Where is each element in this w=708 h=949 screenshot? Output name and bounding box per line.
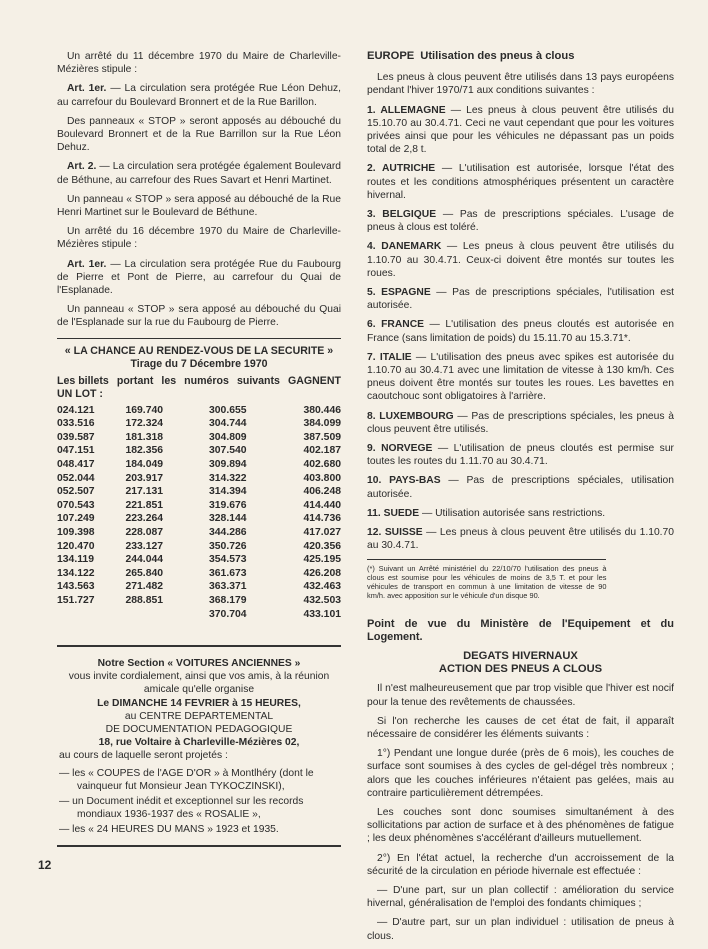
section-title-region: EUROPE xyxy=(367,50,415,62)
list-item: — les « COUPES de l'AGE D'OR » à Montlhéry (dont le vainqueur fut Monsieur Jean TYKOCZINSKI), xyxy=(59,767,314,792)
decree-paragraph: Un arrêté du 16 décembre 1970 du Maire de Charleville-Mézières stipule : xyxy=(57,226,341,251)
country-list xyxy=(367,104,674,553)
section-divider xyxy=(57,338,341,339)
table-row xyxy=(57,526,341,540)
country-rule: — Utilisation autorisée sans restrictions. xyxy=(419,507,606,519)
ticket-number: 151.727 xyxy=(57,594,95,606)
country-name: 10. PAYS-BAS xyxy=(367,475,441,487)
body-paragraph: Il n'est malheureusement que par trop visible que l'hiver est nocif pour la tenue des revêtements de chaussées. xyxy=(367,683,674,708)
ticket-number: 172.324 xyxy=(125,418,164,430)
table-row xyxy=(57,485,341,499)
ticket-number: 228.087 xyxy=(125,527,164,538)
ticket-number xyxy=(57,607,119,621)
section-title-topic: Utilisation des pneus à clous xyxy=(420,50,575,62)
lottery-header-word: suivants xyxy=(236,375,280,388)
ticket-number: 265.840 xyxy=(125,567,164,579)
lottery-section xyxy=(57,345,341,621)
country-entry xyxy=(367,442,674,468)
right-column xyxy=(367,50,674,949)
country-entry xyxy=(367,162,674,202)
ticket-number: 368.179 xyxy=(208,594,247,606)
ticket-number: 420.356 xyxy=(303,540,341,552)
table-row xyxy=(57,403,341,417)
country-entry xyxy=(367,240,674,280)
table-row xyxy=(57,580,341,594)
article-label: Art. 1er. xyxy=(67,83,107,95)
ticket-number: 426.208 xyxy=(303,567,341,579)
lottery-title: « LA CHANCE AU RENDEZ-VOUS DE LA SECURITE » xyxy=(64,344,334,357)
country-name: 12. SUISSE xyxy=(367,527,423,539)
notice-program-list xyxy=(59,767,339,837)
notice-program-intro: au cours de laquelle seront projetés : xyxy=(59,750,228,762)
ticket-number xyxy=(119,607,199,621)
notice-date: Le DIMANCHE 14 FEVRIER à 15 HEURES, xyxy=(97,697,301,709)
table-row xyxy=(57,471,341,485)
article-text: — La circulation sera protégée Rue du Faubourg de Pierre et Pont de Pierre, au carrefour du Quai de l'Esplanade. xyxy=(57,258,341,297)
ticket-number: 184.049 xyxy=(125,459,164,471)
table-row xyxy=(57,431,341,445)
country-name: 2. AUTRICHE xyxy=(367,163,436,175)
country-name: 5. ESPAGNE xyxy=(367,287,431,299)
table-row xyxy=(57,567,341,581)
ticket-number: 300.655 xyxy=(208,404,247,416)
ticket-number: 271.482 xyxy=(125,581,164,593)
country-rule: — Pas de prescriptions spéciales, l'utilisation est autorisée. xyxy=(367,287,674,312)
country-rule: — Les pneus à clous peuvent être utilisés du 1.10.70 au 30.4.71. xyxy=(367,527,674,552)
lottery-header-word: Les billets xyxy=(57,375,109,388)
ticket-number: 414.736 xyxy=(303,513,341,525)
article-label: Art. 1er. xyxy=(67,258,107,270)
article-paragraph xyxy=(57,82,341,108)
list-item: — les « 24 HEURES DU MANS » 1923 et 1935. xyxy=(59,824,279,836)
country-entry xyxy=(367,526,674,552)
country-rule: — Les pneus à clous peuvent être utilisés du 15.10.70 au 30.4.71. Ceci ne vaut cependant que pour les voitures privées ainsi que pour les véhicules ne dépassant pas un poids total de 2,8 t. xyxy=(367,104,674,156)
lottery-header-word: GAGNENT xyxy=(288,375,341,388)
ticket-number: 328.144 xyxy=(208,513,247,525)
ticket-number: 039.587 xyxy=(57,431,95,443)
ticket-number: 181.318 xyxy=(125,431,164,443)
country-entry xyxy=(367,208,674,234)
ticket-number: 314.322 xyxy=(208,472,247,484)
ticket-number: 432.463 xyxy=(303,581,341,593)
notice-venue: DE DOCUMENTATION PEDAGOGIQUE xyxy=(105,723,293,735)
country-rule: — L'utilisation des pneus cloutés est autorisée en France (sans limitation de poids) du 15.11.70 au 15.3.71*. xyxy=(367,319,674,344)
ticket-number: 344.286 xyxy=(208,527,247,538)
ticket-number: 304.809 xyxy=(208,431,247,443)
ticket-number: 304.744 xyxy=(208,418,247,430)
country-entry xyxy=(367,351,674,404)
ticket-number: 433.101 xyxy=(303,608,341,620)
section-title xyxy=(367,50,674,63)
table-row xyxy=(57,417,341,431)
ticket-number: 203.917 xyxy=(125,472,164,484)
ticket-number: 309.894 xyxy=(208,459,247,471)
table-row xyxy=(57,499,341,513)
country-rule: — Pas de prescriptions spéciales, utilisation autorisée. xyxy=(367,475,674,500)
body-paragraph: 2°) En l'état actuel, la recherche d'un accroissement de la sécurité de la circulation en période hivernale est effectuée : xyxy=(367,852,674,877)
ticket-number: 052.044 xyxy=(57,472,95,484)
table-row xyxy=(57,539,341,553)
country-name: 7. ITALIE xyxy=(367,351,412,363)
notice-venue: au CENTRE DEPARTEMENTAL xyxy=(124,710,274,722)
country-rule: — L'utilisation est autorisée, lorsque l'état des routes et les conditions atmosphériques présentent un caractère hivernal. xyxy=(367,163,675,201)
ticket-number: 217.131 xyxy=(125,486,164,498)
table-row xyxy=(57,607,341,621)
vintage-cars-notice xyxy=(57,645,341,847)
ticket-number: 363.371 xyxy=(208,581,247,593)
stop-paragraph: Un panneau « STOP » sera apposé au débouché du Quai de l'Esplanade sur la rue du Faubourg de Pierre. xyxy=(57,304,341,329)
ticket-number: 109.398 xyxy=(57,527,95,538)
country-rule: — L'utilisation de pneus cloutés est permise sur toutes les routes du 1.11.70 au 30.4.71. xyxy=(367,443,674,468)
body-paragraph: — D'autre part, sur un plan individuel : utilisation de pneus à clous. xyxy=(367,917,674,942)
ticket-number: 370.704 xyxy=(208,608,247,620)
ticket-number: 414.440 xyxy=(303,499,341,511)
ticket-number: 432.503 xyxy=(303,594,341,606)
ticket-number: 120.470 xyxy=(57,540,95,552)
country-entry xyxy=(367,410,674,436)
country-rule: — L'utilisation des pneus avec spikes est autorisée du 1.10.70 au 30.4.71 avec une limitation de vitesse à 130 km/h. Ces pneus doivent être montés sur toutes les roues. Les bavettes en caoutchouc sont obligatoires à l'arrière. xyxy=(367,351,674,403)
body-paragraph: Si l'on recherche les causes de cet état de fait, il apparaît nécessaire de considérer les éléments suivants : xyxy=(367,715,674,740)
table-row xyxy=(57,553,341,567)
ticket-number: 169.740 xyxy=(125,404,164,416)
ticket-number: 048.417 xyxy=(57,459,95,471)
ticket-number: 221.851 xyxy=(125,499,164,511)
notice-address: 18, rue Voltaire à Charleville-Mézières 02, xyxy=(98,737,300,749)
decree-paragraph: Un arrêté du 11 décembre 1970 du Maire de Charleville-Mézières stipule : xyxy=(57,51,341,76)
ministry-heading: Point de vue du Ministère de l'Equipement et du Logement. xyxy=(367,617,674,643)
ticket-number: 223.264 xyxy=(125,513,164,525)
ticket-number: 233.127 xyxy=(125,540,164,552)
ticket-number: 052.507 xyxy=(57,486,95,498)
list-item: — un Document inédit et exceptionnel sur les records mondiaux 1936-1937 des « ROSALIE », xyxy=(59,796,304,821)
ticket-number: 143.563 xyxy=(57,581,95,593)
ticket-number: 319.676 xyxy=(208,499,247,511)
country-rule: — Pas de prescriptions spéciales. L'usage de pneus à clous est toléré. xyxy=(367,209,674,234)
country-entry xyxy=(367,318,674,344)
country-rule: — Pas de prescriptions spéciales, les pneus à clous peuvent être utilisés. xyxy=(367,410,674,435)
article-subheading: ACTION DES PNEUS A CLOUS xyxy=(438,663,603,676)
ticket-number: 380.446 xyxy=(303,404,341,416)
lottery-header-word: les xyxy=(161,375,177,388)
ticket-number: 425.195 xyxy=(303,554,341,566)
ticket-number: 182.356 xyxy=(125,445,164,457)
stop-paragraph: Des panneaux « STOP » seront apposés au débouché du Boulevard Bronnert et de la Rue Barrillon sur la Rue Léon Dehuz. xyxy=(57,115,341,154)
ticket-number: 134.122 xyxy=(57,567,95,579)
ticket-number: 024.121 xyxy=(57,404,95,416)
left-column xyxy=(57,50,341,847)
country-name: 1. ALLEMAGNE xyxy=(367,104,446,116)
article-label: Art. 2. xyxy=(67,161,97,173)
page-number: 12 xyxy=(38,858,52,872)
intro-paragraph: Les pneus à clous peuvent être utilisés dans 13 pays européens pendant l'hiver 1970/71 aux conditions suivantes : xyxy=(367,72,674,97)
ticket-number: 384.099 xyxy=(303,418,341,430)
ticket-number: 350.726 xyxy=(208,540,247,552)
footnote: (*) Suivant un Arrêté ministériel du 22/10/70 l'utilisation des pneus à clous est soumise pour les véhicules de moins de 3,5 T. et pour les véhicules de transport en commun à une limitation de vitesse de 90 km/h. avec apposition sur le véhicule d'un disque 90. xyxy=(367,559,606,600)
lottery-header-word: numéros xyxy=(184,375,229,388)
notice-title: Notre Section « VOITURES ANCIENNES » xyxy=(97,657,301,669)
body-paragraph: — D'une part, sur un plan collectif : amélioration du service hivernal, généralisation de l'emploi des fondants chimiques ; xyxy=(367,884,674,910)
article-paragraph xyxy=(57,160,341,186)
ticket-number: 033.516 xyxy=(57,418,95,430)
country-name: 8. LUXEMBOURG xyxy=(367,410,454,422)
ticket-number: 070.543 xyxy=(57,499,95,511)
ticket-number: 354.573 xyxy=(208,554,247,566)
ticket-number: 361.673 xyxy=(208,567,247,579)
country-entry xyxy=(367,104,674,157)
notice-invitation: vous invite cordialement, ainsi que vos amis, à la réunion amicale qu'elle organise xyxy=(68,671,330,696)
lottery-subtitle: Tirage du 7 Décembre 1970 xyxy=(130,357,268,370)
table-row xyxy=(57,594,341,608)
country-name: 9. NORVEGE xyxy=(367,443,433,455)
country-entry xyxy=(367,474,674,500)
ticket-number: 403.800 xyxy=(303,472,341,484)
ticket-number: 387.509 xyxy=(303,431,341,443)
country-name: 4. DANEMARK xyxy=(367,241,442,253)
ticket-number: 402.680 xyxy=(303,459,341,471)
ticket-number: 417.027 xyxy=(303,527,341,538)
article-text: — La circulation sera protégée également Boulevard de Béthune, au carrefour des Rues Savart et Henri Martinet. xyxy=(57,161,341,186)
article-paragraph xyxy=(57,258,341,298)
article-heading: DEGATS HIVERNAUX xyxy=(463,649,578,662)
country-name: 6. FRANCE xyxy=(367,319,425,331)
article-text: — La circulation sera protégée Rue Léon Dehuz, au carrefour du Boulevard Bronnert et de la Rue Barillon. xyxy=(57,83,341,108)
body-paragraph: 1°) Pendant une longue durée (près de 6 mois), les couches de surface sont soumises à des cycles de gel-dégel très nombreux ; alors que les couches inférieures n'étaient pas gelées, mais au contraire particulièrement détrempées. xyxy=(367,748,674,799)
country-name: 11. SUEDE xyxy=(367,507,420,519)
country-entry xyxy=(367,507,674,520)
lottery-header-line2: UN LOT : xyxy=(57,388,103,401)
ticket-number: 288.851 xyxy=(125,594,164,606)
country-name: 3. BELGIQUE xyxy=(367,209,437,221)
winning-numbers-table xyxy=(57,403,341,621)
lottery-header xyxy=(57,375,341,388)
table-row xyxy=(57,512,341,526)
ticket-number: 402.187 xyxy=(303,445,341,457)
ticket-number: 107.249 xyxy=(57,513,95,525)
ticket-number: 314.394 xyxy=(208,486,247,498)
stop-paragraph: Un panneau « STOP » sera apposé au débouché de la Rue Henri Martinet sur le Boulevard de Béthune. xyxy=(57,193,341,219)
body-paragraph: Les couches sont donc soumises simultanément à des sollicitations par action de surface et à des phénomènes de fatigue ; les deux phénomènes s'accélérant d'ailleurs mutuellement. xyxy=(367,806,674,845)
ticket-number: 047.151 xyxy=(57,445,95,457)
table-row xyxy=(57,458,341,472)
ticket-number: 134.119 xyxy=(57,554,94,566)
country-rule: — Les pneus à clous peuvent être utilisés du 1.10.70 au 30.4.71. Ceux-ci doivent être montés sur toutes les roues. xyxy=(367,241,674,279)
lottery-header-word: portant xyxy=(116,375,154,388)
country-entry xyxy=(367,286,674,312)
ticket-number: 307.540 xyxy=(208,445,247,457)
ticket-number: 244.044 xyxy=(125,554,164,566)
ticket-number: 406.248 xyxy=(303,486,341,498)
table-row xyxy=(57,444,341,458)
